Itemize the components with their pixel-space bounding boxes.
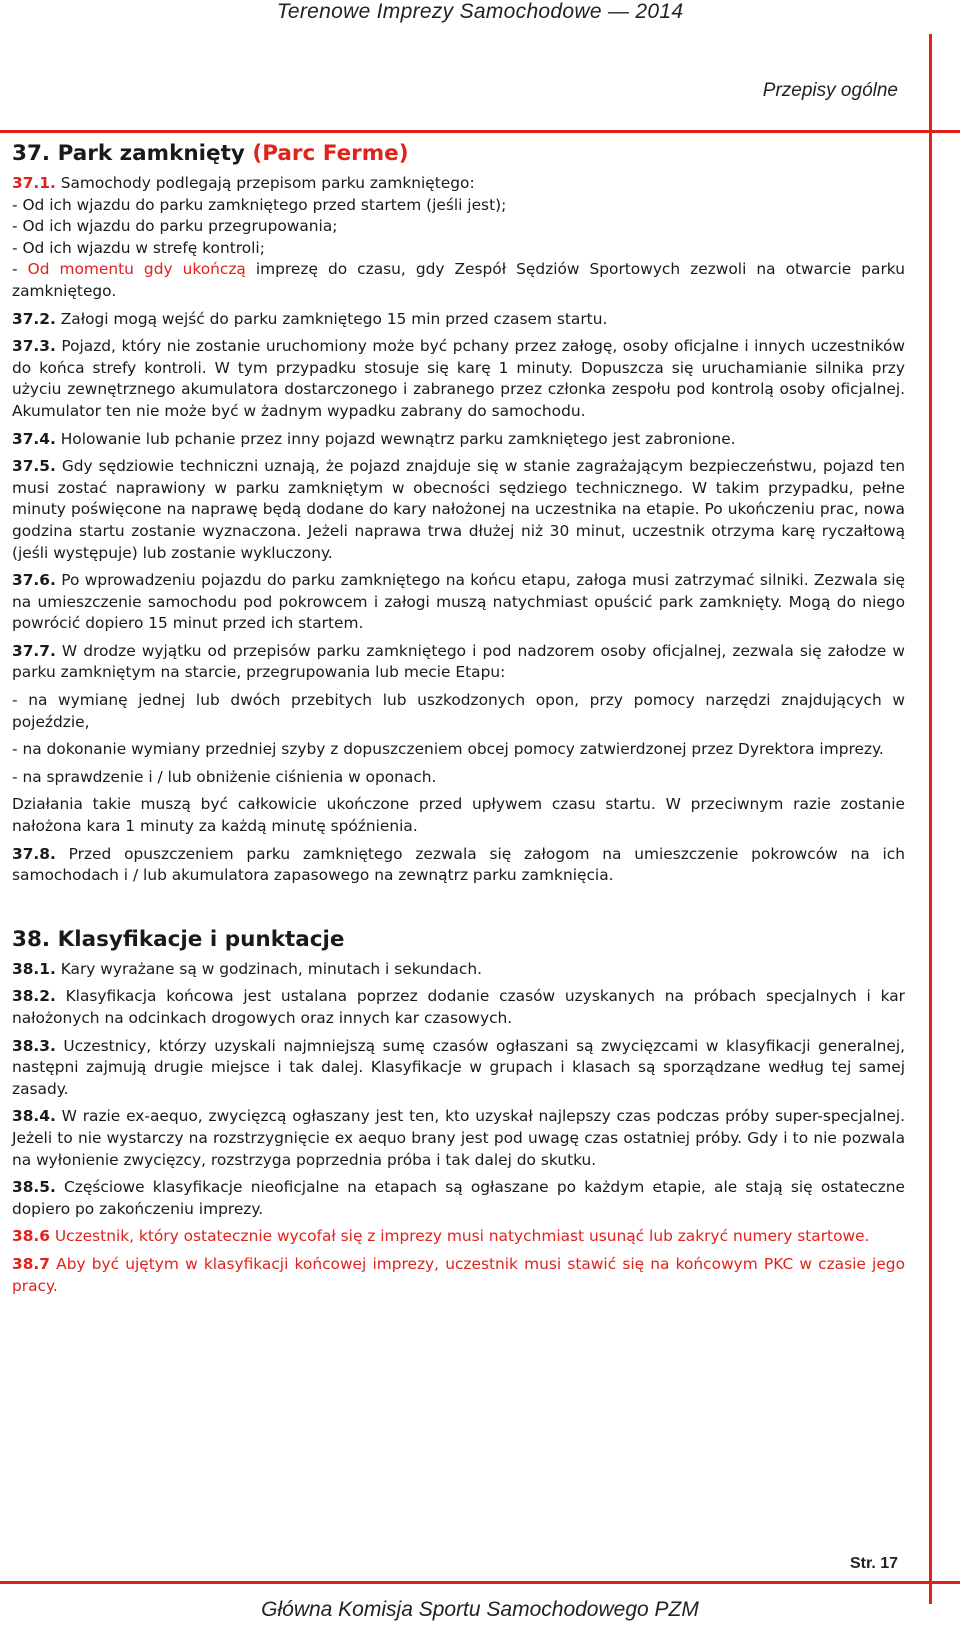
paragraph-37-4 (12, 429, 905, 451)
paragraph-number: 37.6. (12, 571, 56, 590)
paragraph-38-1 (12, 959, 905, 981)
list-item (12, 259, 905, 302)
paragraph-number: 37.5. (12, 457, 56, 476)
paragraph-text: Aby być ujętym w klasyfikacji końcowej imprezy, uczestnik musi stawić się na końcowym PKC w czasie jego pracy. (12, 1254, 905, 1295)
paragraph-number: 37.1. (12, 174, 56, 192)
red-footer-rule (0, 1581, 960, 1584)
paragraph-37-6 (12, 570, 905, 635)
paragraph-number: 38.2. (12, 987, 56, 1006)
paragraph-text: Częściowe klasyfikacje nieoficjalne na etapach są ogłaszane po każdym etapie, ale stają się ostateczne dopiero po zakończeniu imprezy. (12, 1178, 905, 1218)
paragraph-text: Klasyfikacja końcowa jest ustalana poprzez dodanie czasów uzyskanych na próbach specjalnych i kar nałożonych na odcinkach drogowych oraz innych kar czasowych. (12, 987, 905, 1027)
list-item: - na sprawdzenie i / lub obniżenie ciśnienia w oponach. (12, 767, 437, 786)
paragraph-number: 38.4. (12, 1107, 56, 1126)
paragraph-number: 38.3. (12, 1036, 56, 1055)
paragraph-text: Kary wyrażane są w godzinach, minutach i sekundach. (55, 959, 482, 978)
paragraph-text: Po wprowadzeniu pojazdu do parku zamkniętego na końcu etapu, załoga musi zatrzymać silniki. Zezwala się na umieszczenie samochodu pod pokrowcem i załogi muszą natychmiast opuścić park zamknięty. Mogą do niego powrócić dopiero 15 minut przed ich startem. (12, 571, 905, 633)
paragraph-38-6 (12, 1226, 905, 1248)
heading-37-subtitle: (Parc Ferme) (252, 141, 409, 166)
list-item: - Od ich wjazdu do parku zamkniętego przed startem (jeśli jest); (12, 195, 507, 214)
page-content (12, 139, 905, 1303)
paragraph-37-7 (12, 641, 905, 684)
heading-37 (12, 139, 905, 169)
paragraph-37-1 (12, 173, 905, 195)
paragraph-text: Samochody podlegają przepisom parku zamkniętego: (55, 174, 475, 192)
document-header-title: Terenowe Imprezy Samochodowe — 2014 (276, 0, 684, 23)
paragraph-text: Uczestnicy, którzy uzyskali najmniejszą sumę czasów ogłaszani są zwycięzcami w klasyfikacji generalnej, następni zajmują drugie miejsce i tak dalej. Klasyfikacje w grupach i klasach są sporządzane według tej samej zasady. (12, 1036, 905, 1098)
paragraph-number: 37.7. (12, 641, 56, 660)
paragraph-text: Przed opuszczeniem parku zamkniętego zezwala się załogom na umieszczenie pokrowców na ich samochodach i / lub akumulatora zapasowego na zewnątrz parku zamknięcia. (12, 844, 905, 885)
heading-37-title: 37. Park zamknięty (12, 141, 253, 166)
paragraph-38-4 (12, 1106, 905, 1171)
paragraph-number: 38.6 (12, 1227, 50, 1246)
paragraph-number: 38.7 (12, 1254, 50, 1273)
list-item: - na dokonanie wymiany przedniej szyby z dopuszczeniem obcej pomocy zatwierdzonej przez Dyrektora imprezy. (12, 740, 884, 759)
page-number: Str. 17 (849, 1555, 898, 1572)
red-header-rule (0, 130, 960, 133)
paragraph-number: 38.1. (12, 959, 56, 978)
paragraph-text: Załogi mogą wejść do parku zamkniętego 15 min przed czasem startu. (55, 309, 608, 328)
paragraph-number: 37.4. (12, 429, 56, 448)
paragraph-number: 37.3. (12, 337, 56, 356)
paragraph-text: W drodze wyjątku od przepisów parku zamkniętego i pod nadzorem osoby oficjalnej, zezwala się załodze w parku zamkniętym na starcie, przegrupowania lub mecie Etapu: (12, 641, 905, 682)
paragraph-38-7 (12, 1254, 905, 1297)
list-item-text: imprezę do czasu, gdy Zespół Sędziów Sportowych zezwoli na otwarcie parku zamkniętego. (12, 260, 905, 300)
paragraph-text: Uczestnik, który ostatecznie wycofał się z imprezy musi natychmiast usunąć lub zakryć numery startowe. (49, 1227, 870, 1246)
list-item: - Od ich wjazdu do parku przegrupowania; (12, 217, 338, 236)
paragraph-text: Gdy sędziowie techniczni uznają, że pojazd znajduje się w stanie zagrażającym bezpieczeństwu, pojazd ten musi zostać naprawiony w parku zamkniętym w obecności sędziego technicznego. W takim przypadku, pełne minuty poświęcone na naprawę będą dodane do kary nałożonej na uczestnika na etapie. Po ukończeniu prac, nowa godzina startu zostanie wyznaczona. Jeżeli naprawa trwa dłużej niż 30 minut, uczestnik otrzyma karę ryczałtową (jeśli występuje) lub zostanie wykluczony. (12, 457, 905, 562)
paragraph-38-2 (12, 986, 905, 1029)
list-item: - Od ich wjazdu w strefę kontroli; (12, 238, 265, 257)
paragraph-number: 38.5. (12, 1178, 56, 1197)
paragraph-number: 37.2. (12, 309, 56, 328)
paragraph-text: Holowanie lub pchanie przez inny pojazd wewnątrz parku zamkniętego jest zabronione. (55, 429, 736, 448)
paragraph-38-3 (12, 1036, 905, 1101)
paragraph-38-5 (12, 1177, 905, 1220)
paragraph-text: W razie ex-aequo, zwycięzcą ogłaszany jest ten, kto uzyskał najlepszy czas podczas próby super-specjalnej. Jeżeli to nie wystarczy na rozstrzygnięcie ex aequo brany jest pod uwagę czas ostatniej próby. Gdy i to nie pozwala na wyłonienie zwycięzcy, rozstrzyga poprzednia próba i tak dalej do skutku. (12, 1107, 905, 1169)
paragraph-text: Pojazd, który nie zostanie uruchomiony może być pchany przez załogę, osoby oficjalne i innych uczestników do końca strefy kontroli. W tym przypadku stosuje się karę 1 minuty. Dopuszcza się uruchamianie silnika przy użyciu zewnętrznego akumulatora dostarczonego i zabranego przez członka zespołu pod kontrolą osoby oficjalnej. Akumulator ten nie może być w żadnym wypadku zabrany do samochodu. (12, 337, 905, 420)
paragraph-37-8 (12, 844, 905, 887)
list-dash: - (12, 260, 28, 279)
heading-38: 38. Klasyfikacje i punktacje (12, 926, 345, 952)
document-footer: Główna Komisja Sportu Samochodowego PZM (261, 1598, 699, 1621)
paragraph-number: 37.8. (12, 844, 56, 863)
paragraph-37-5 (12, 456, 905, 564)
paragraph-37-7-after: Działania takie muszą być całkowicie ukończone przed upływem czasu startu. W przeciwnym razie zostanie nałożona kara 1 minuty za każdą minutę spóźnienia. (12, 795, 905, 836)
paragraph-37-3 (12, 336, 905, 422)
red-vertical-rule (929, 34, 932, 1604)
paragraph-37-2 (12, 309, 905, 331)
highlighted-text: Od momentu gdy ukończą (27, 260, 246, 279)
section-label: Przepisy ogólne (762, 80, 898, 101)
list-item: - na wymianę jednej lub dwóch przebitych lub uszkodzonych opon, przy pomocy narzędzi znajdujących w pojeździe, (12, 691, 905, 731)
